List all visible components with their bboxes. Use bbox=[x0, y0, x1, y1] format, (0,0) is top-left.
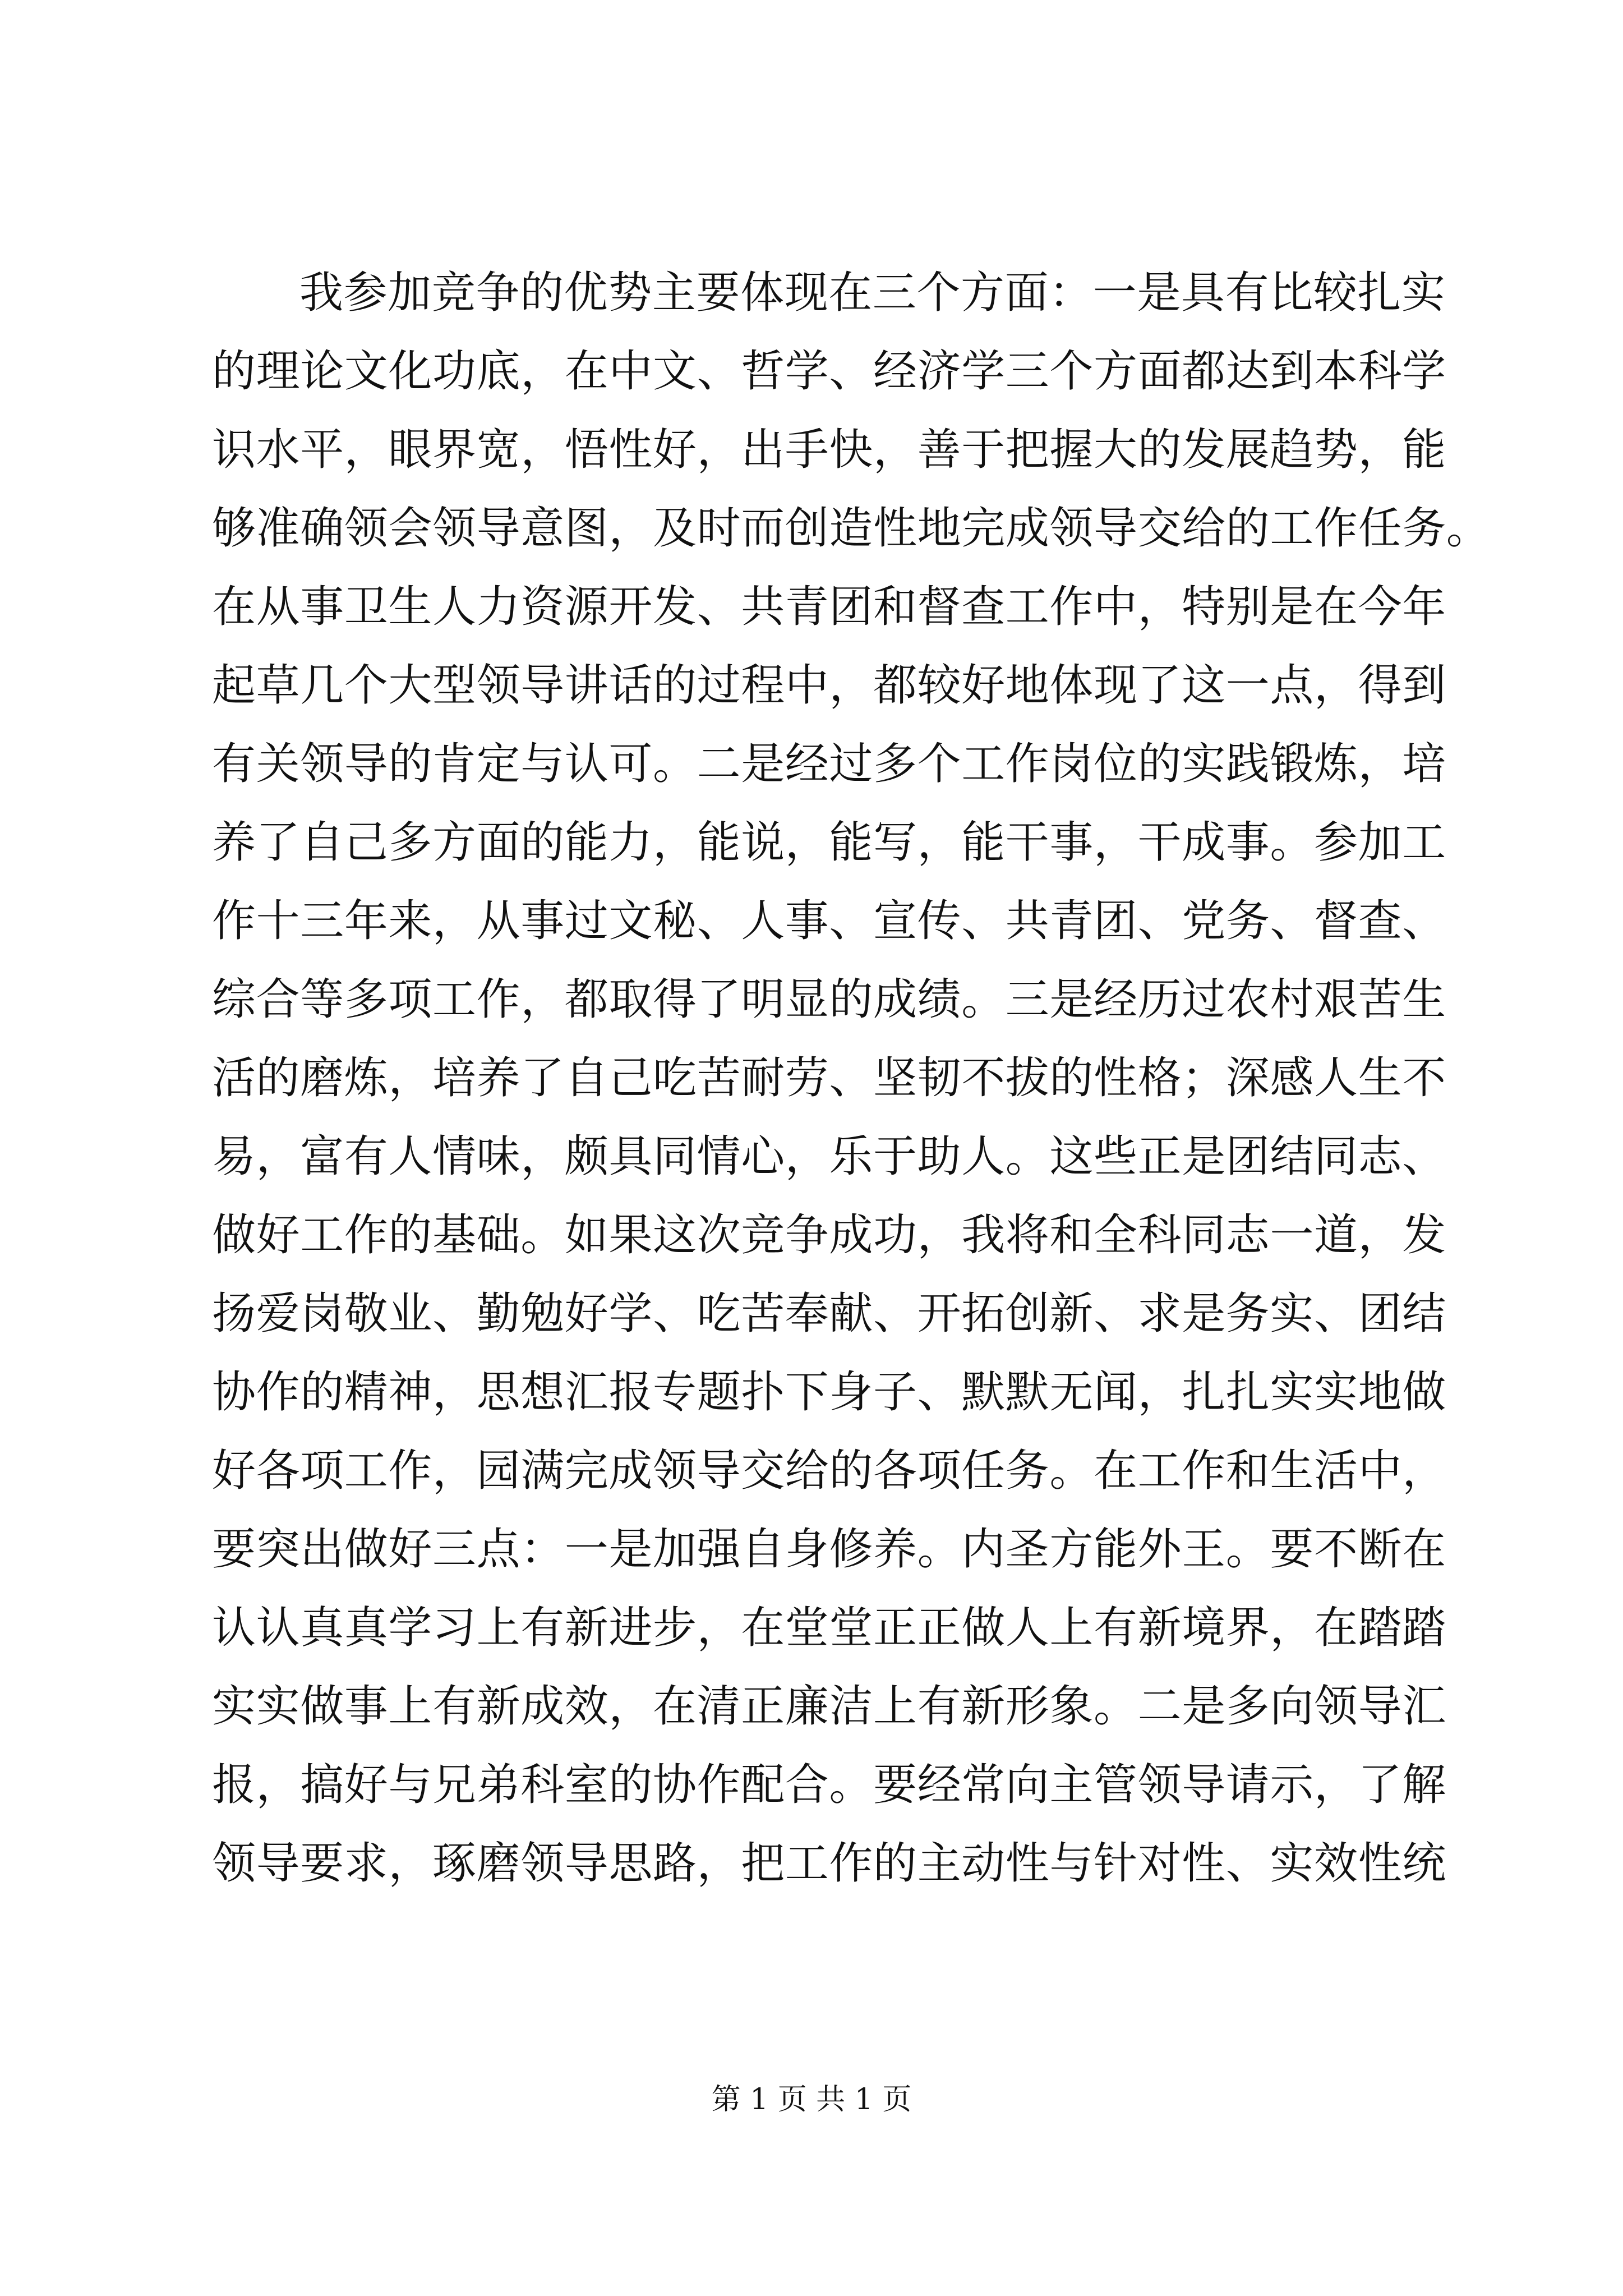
text-line: 协作的精神，思想汇报专题扑下身子、默默无闻，扎扎实实地做 bbox=[212, 1367, 1446, 1418]
text-line: 活的磨炼，培养了自己吃苦耐劳、坚韧不拔的性格；深感人生不 bbox=[212, 1053, 1446, 1103]
page-number-footer: 第 1 页 共 1 页 bbox=[711, 2083, 912, 2116]
text-line: 有关领导的肯定与认可。二是经过多个工作岗位的实践锻炼，培 bbox=[212, 739, 1446, 789]
text-line: 作十三年来，从事过文秘、人事、宣传、共青团、党务、督查、 bbox=[212, 896, 1446, 946]
text-line: 综合等多项工作，都取得了明显的成绩。三是经历过农村艰苦生 bbox=[212, 974, 1446, 1025]
text-line: 起草几个大型领导讲话的过程中，都较好地体现了这一点，得到 bbox=[212, 660, 1446, 711]
text-line: 实实做事上有新成效，在清正廉洁上有新形象。二是多向领导汇 bbox=[212, 1681, 1446, 1732]
text-line: 养了自己多方面的能力，能说，能写，能干事，干成事。参加工 bbox=[212, 817, 1446, 868]
text-line: 认认真真学习上有新进步，在堂堂正正做人上有新境界，在踏踏 bbox=[212, 1603, 1446, 1653]
text-line: 领导要求，琢磨领导思路，把工作的主动性与针对性、实效性统 bbox=[212, 1838, 1446, 1889]
text-line: 的理论文化功底，在中文、哲学、经济学三个方面都达到本科学 bbox=[212, 346, 1446, 397]
text-line: 要突出做好三点：一是加强自身修养。内圣方能外王。要不断在 bbox=[212, 1524, 1446, 1575]
text-line: 我参加竞争的优势主要体现在三个方面：一是具有比较扎实 bbox=[299, 268, 1446, 318]
text-line: 易，富有人情味，颇具同情心，乐于助人。这些正是团结同志、 bbox=[212, 1131, 1446, 1182]
text-line: 识水平，眼界宽，悟性好，出手快，善于把握大的发展趋势，能 bbox=[212, 425, 1446, 475]
text-line: 做好工作的基础。如果这次竞争成功，我将和全科同志一道，发 bbox=[212, 1210, 1446, 1260]
text-line: 好各项工作，园满完成领导交给的各项任务。在工作和生活中， bbox=[212, 1446, 1446, 1496]
text-line: 扬爱岗敬业、勤勉好学、吃苦奉献、开拓创新、求是务实、团结 bbox=[212, 1289, 1446, 1339]
text-line: 报，搞好与兄弟科室的协作配合。要经常向主管领导请示，了解 bbox=[212, 1760, 1446, 1810]
text-line: 在从事卫生人力资源开发、共青团和督查工作中，特别是在今年 bbox=[212, 582, 1446, 632]
text-line: 够准确领会领导意图，及时而创造性地完成领导交给的工作任务。 bbox=[212, 503, 1491, 554]
